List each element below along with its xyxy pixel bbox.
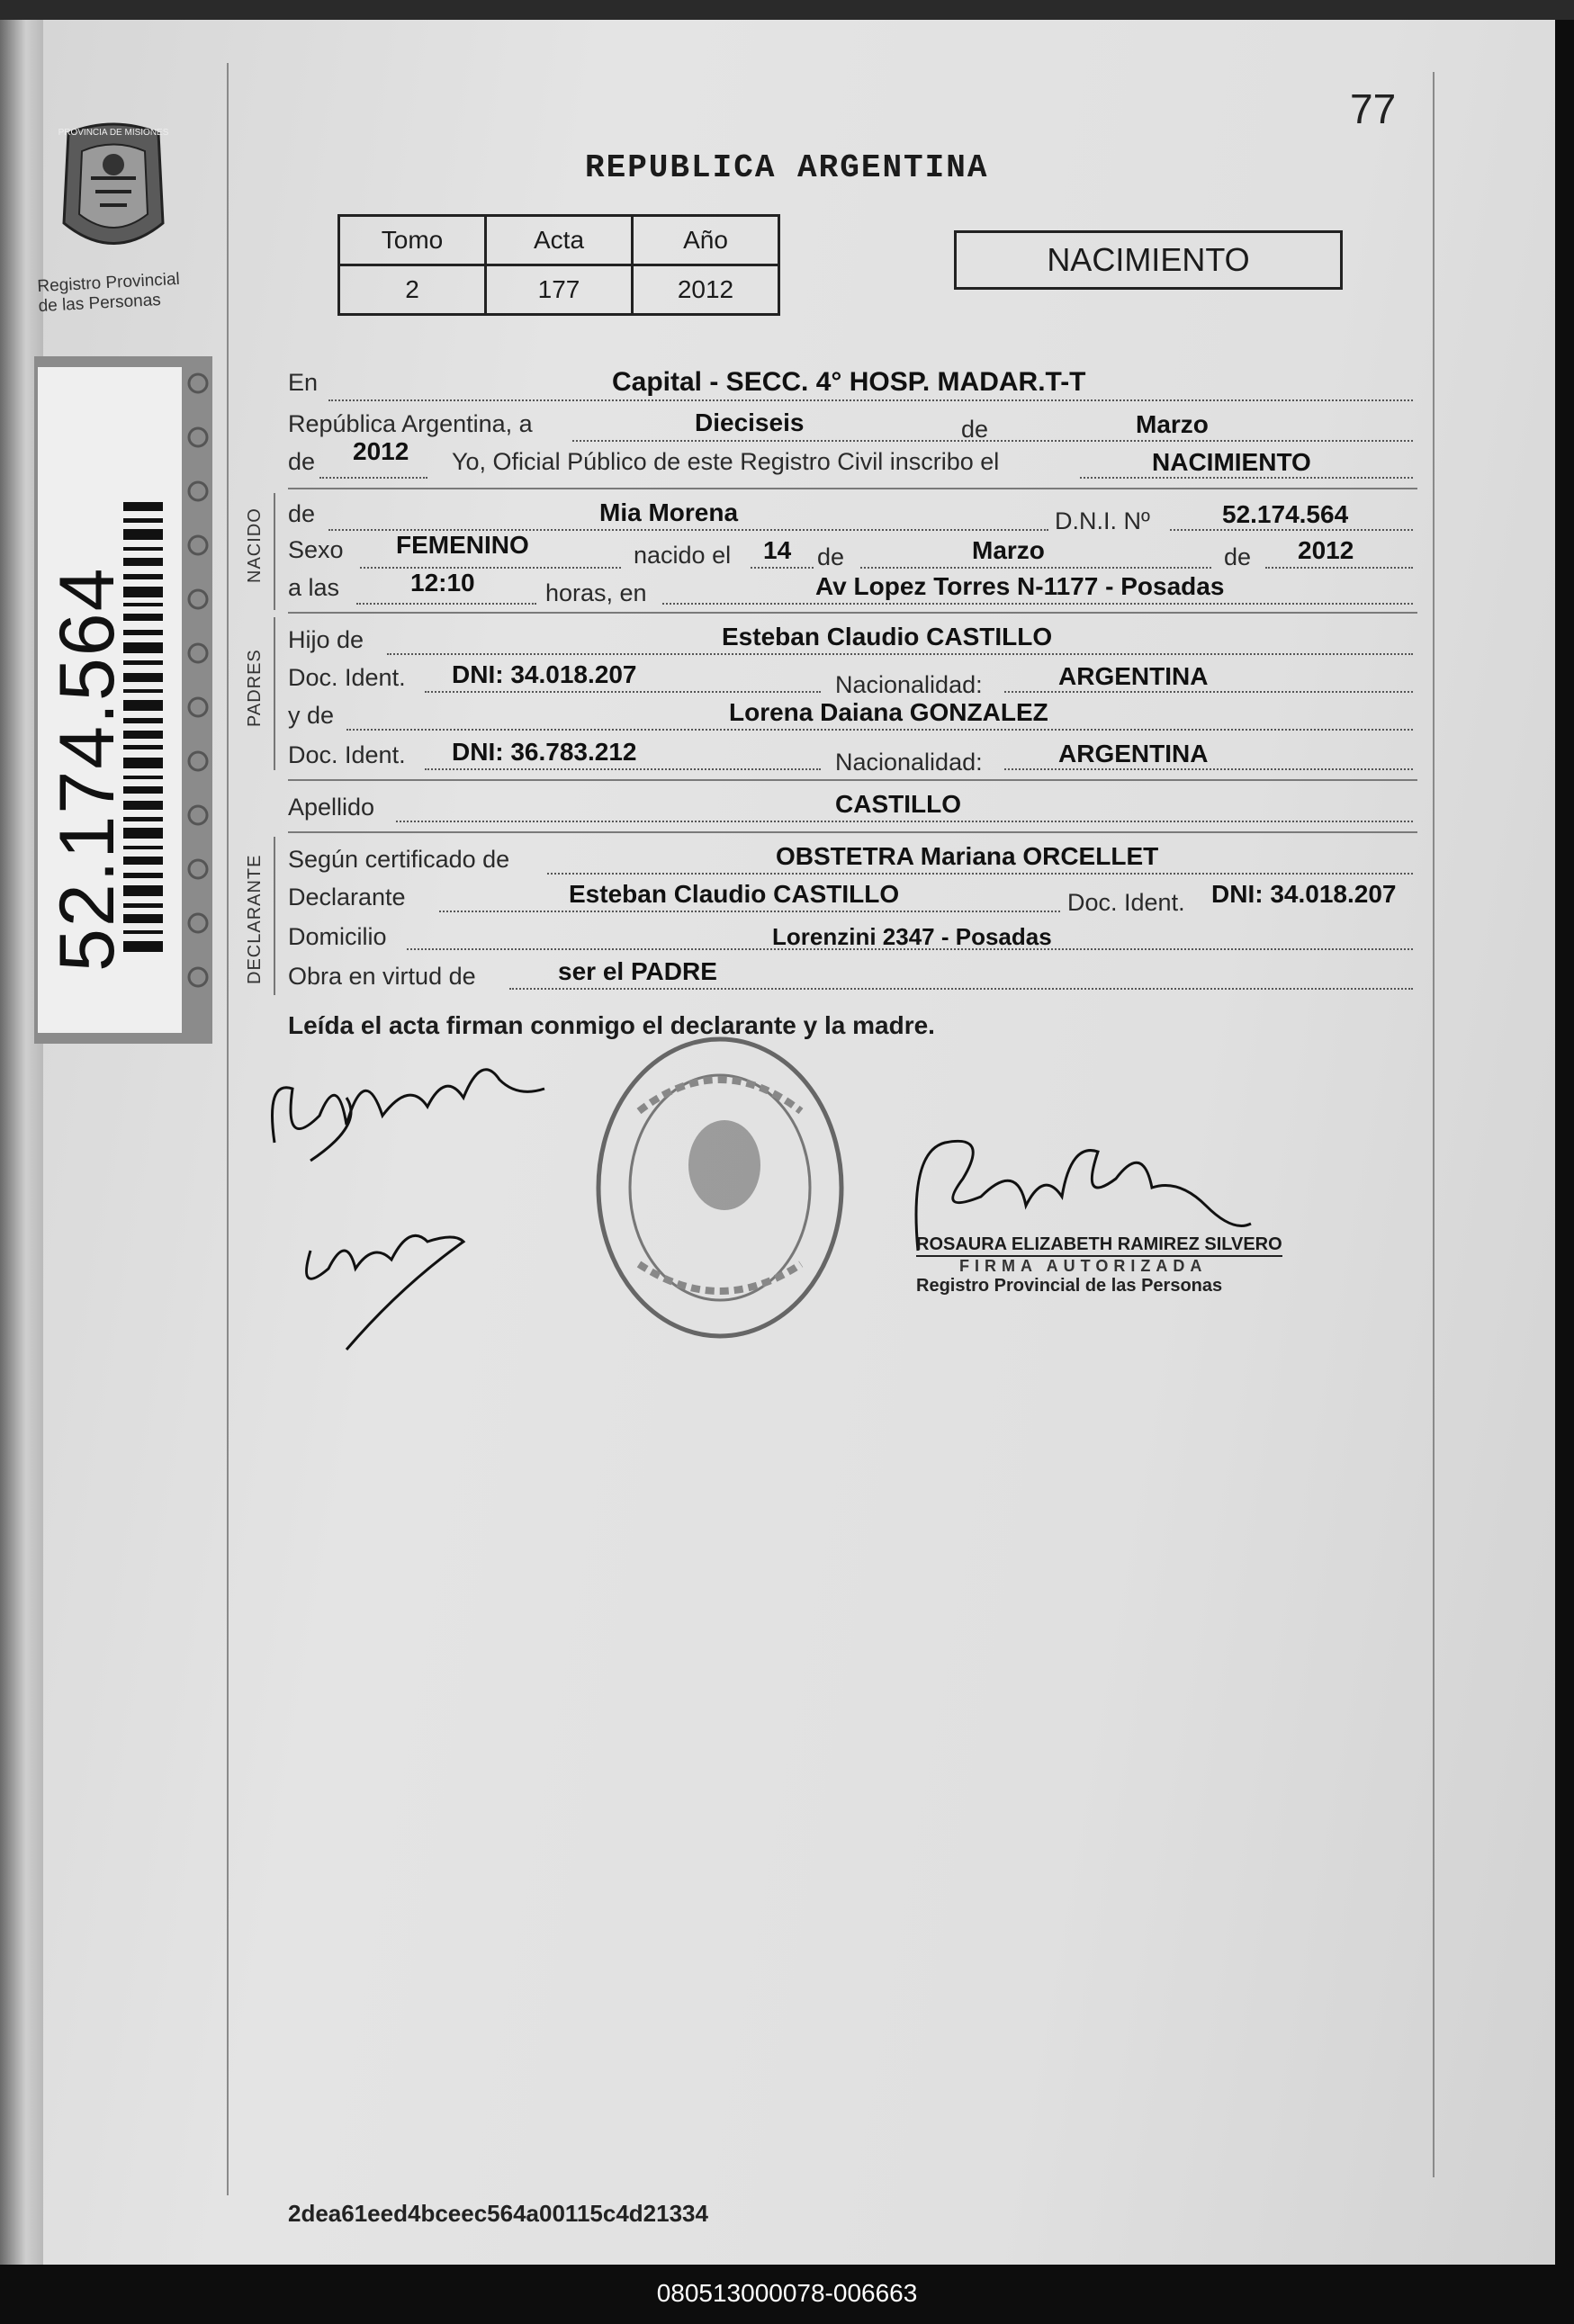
value-certificado: OBSTETRA Mariana ORCELLET [776, 842, 1159, 870]
value-lugar-nacimiento: Av Lopez Torres N-1177 - Posadas [815, 572, 1225, 600]
record-type-box: NACIMIENTO [954, 230, 1343, 290]
value-sexo: FEMENINO [396, 531, 529, 559]
value-padre-nacionalidad: ARGENTINA [1058, 662, 1209, 690]
provincial-seal-logo [50, 115, 176, 273]
label-nacionalidad2: Nacionalidad: [835, 749, 983, 776]
label-domicilio: Domicilio [288, 923, 387, 950]
label-declarante: Declarante [288, 884, 406, 911]
dotted-line [425, 691, 821, 693]
officer-office: Registro Provincial de las Personas [916, 1276, 1223, 1296]
dotted-line [439, 911, 1060, 912]
dotted-line [860, 567, 1211, 569]
registry-table [337, 214, 780, 316]
left-margin-line [227, 63, 229, 2195]
dotted-line [751, 567, 814, 569]
label-sexo: Sexo [288, 536, 344, 563]
right-margin-line [1433, 72, 1435, 2177]
officer-role: FIRMA AUTORIZADA [959, 1257, 1208, 1275]
section-divider [288, 779, 1417, 781]
section-label-nacido: NACIDO [245, 507, 265, 583]
officer-name: ROSAURA ELIZABETH RAMIREZ SILVERO [916, 1234, 1282, 1257]
label-y-de: y de [288, 702, 335, 729]
value-padre-dni: DNI: 34.018.207 [452, 660, 637, 688]
dotted-line [328, 399, 1413, 401]
dotted-line [509, 988, 1413, 990]
registry-header-cell: Acta [486, 216, 633, 265]
registry-value-cell: 177 [486, 265, 633, 315]
page-number: 77 [1350, 85, 1397, 132]
dotted-line [387, 653, 1413, 655]
label-doc-ident3: Doc. Ident. [1067, 889, 1185, 916]
value-obra: ser el PADRE [558, 957, 717, 985]
label-de-year: de [288, 448, 316, 475]
value-nombre: Mia Morena [599, 498, 739, 526]
dotted-line [1170, 529, 1413, 531]
dotted-line [425, 768, 821, 770]
document-title: REPUBLICA ARGENTINA [585, 149, 989, 186]
value-padre: Esteban Claudio CASTILLO [722, 623, 1053, 651]
logo-caption-line2: de las Personas [38, 291, 162, 317]
dotted-line [319, 477, 427, 479]
dotted-line [547, 873, 1413, 875]
label-de-name: de [288, 500, 316, 527]
dotted-line [356, 603, 536, 605]
dotted-line [1004, 768, 1413, 770]
label-yo-oficial: Yo, Oficial Público de este Registro Civil inscribo el [452, 448, 1000, 475]
section-bar-nacido [274, 493, 275, 610]
section-label-declarante: DECLARANTE [245, 854, 265, 984]
value-apellido: CASTILLO [835, 790, 961, 818]
registry-value-row [339, 265, 779, 315]
scan-top-border [0, 0, 1574, 20]
section-divider [288, 831, 1417, 833]
label-dni: D.N.I. Nº [1055, 507, 1150, 534]
label-apellido: Apellido [288, 794, 375, 821]
value-anio-inscripcion: 2012 [353, 437, 409, 465]
mother-signature [292, 1197, 472, 1359]
value-dia-nacimiento: 14 [763, 536, 792, 564]
registry-value-cell: 2012 [633, 265, 779, 315]
registry-value-cell: 2 [339, 265, 486, 315]
dotted-line [1080, 477, 1413, 479]
label-en: En [288, 369, 319, 396]
label-de-month: de [961, 416, 989, 443]
value-declarante: Esteban Claudio CASTILLO [569, 880, 900, 908]
dotted-line [1265, 567, 1413, 569]
label-horas-en: horas, en [545, 579, 647, 606]
label-hijo-de: Hijo de [288, 626, 364, 653]
label-a-las: a las [288, 574, 340, 601]
svg-text:PROVINCIA DE MISIONES: PROVINCIA DE MISIONES [58, 128, 169, 138]
value-hora: 12:10 [410, 569, 475, 597]
label-de-year2: de [1224, 543, 1252, 570]
logo-caption [37, 270, 181, 317]
value-madre-dni: DNI: 36.783.212 [452, 738, 637, 766]
value-anio-nacimiento: 2012 [1298, 536, 1354, 564]
value-lugar: Capital - SECC. 4° HOSP. MADAR.T-T [612, 367, 1086, 397]
label-segun: Según certificado de [288, 846, 510, 873]
label-doc-ident2: Doc. Ident. [288, 741, 406, 768]
registry-header-cell: Tomo [339, 216, 486, 265]
strip-id-number: 52.174.564 [44, 566, 130, 972]
section-label-padres: PADRES [245, 649, 265, 727]
closing-statement: Leída el acta firman conmigo el declarante y la madre. [288, 1011, 935, 1039]
dotted-line [1004, 691, 1413, 693]
section-divider [288, 612, 1417, 614]
declarant-signature [256, 1044, 562, 1179]
label-de-month2: de [817, 543, 845, 570]
label-obra: Obra en virtud de [288, 963, 476, 990]
dotted-line [346, 729, 1413, 731]
row-republica [288, 410, 533, 438]
registry-header-row [339, 216, 779, 265]
section-bar-padres [274, 617, 275, 770]
label-nacido-el: nacido el [634, 542, 732, 569]
label-doc-ident: Doc. Ident. [288, 664, 406, 691]
value-mes-nacimiento: Marzo [972, 536, 1045, 564]
section-divider [288, 488, 1417, 489]
official-seal-stamp [585, 1030, 855, 1345]
dotted-line [360, 567, 621, 569]
value-madre: Lorena Daiana GONZALEZ [729, 698, 1048, 726]
dotted-line [662, 603, 1413, 605]
dotted-line [572, 440, 1413, 442]
row-en [288, 369, 318, 397]
value-declarante-dni: DNI: 34.018.207 [1211, 880, 1397, 908]
value-dia-inscripcion: Dieciseis [695, 408, 805, 436]
value-domicilio: Lorenzini 2347 - Posadas [772, 923, 1052, 950]
value-dni: 52.174.564 [1222, 500, 1349, 528]
section-bar-declarante [274, 837, 275, 995]
strip-pattern [184, 356, 212, 1044]
value-mes-inscripcion: Marzo [1136, 410, 1209, 438]
value-tipo: NACIMIENTO [1152, 448, 1311, 476]
registry-header-cell: Año [633, 216, 779, 265]
label-nacionalidad: Nacionalidad: [835, 671, 983, 698]
value-madre-nacionalidad: ARGENTINA [1058, 740, 1209, 767]
officer-stamp [916, 1234, 1282, 1297]
scan-footer-id: 080513000078-006663 [656, 2279, 918, 2307]
document-hash: 2dea61eed4bceec564a00115c4d21334 [288, 2200, 708, 2227]
dotted-line [396, 821, 1413, 822]
label-republica: República Argentina, a [288, 410, 533, 437]
logo-caption-line1: Registro Provincial [36, 269, 181, 297]
